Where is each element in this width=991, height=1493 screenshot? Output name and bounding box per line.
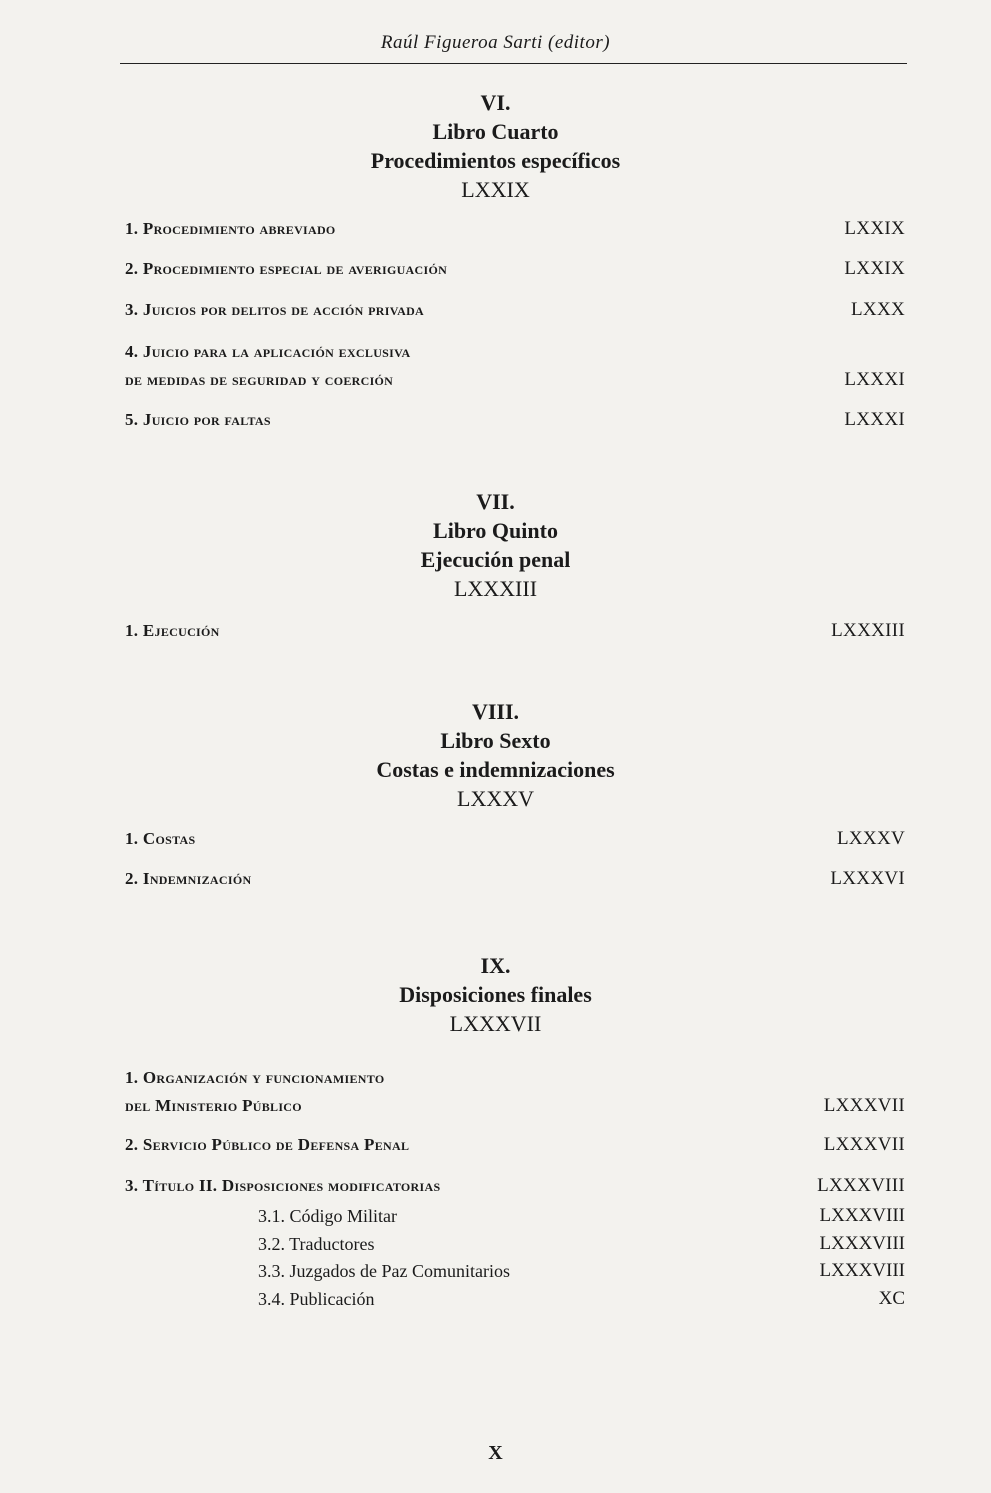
section-title: Disposiciones finales: [399, 982, 592, 1007]
running-header: Raúl Figueroa Sarti (editor): [380, 32, 611, 53]
section-page: LXXXIII: [453, 576, 538, 601]
section-page: LXXIX: [461, 177, 530, 202]
section-heading-viii: [0, 697, 991, 813]
toc-entry[interactable]: [125, 215, 905, 243]
toc-entry[interactable]: [125, 1172, 905, 1200]
toc-entry[interactable]: [125, 1064, 905, 1120]
entry-label: 2. Servicio Público de Defensa Penal: [125, 1135, 410, 1154]
section-number: VIII.: [471, 699, 520, 724]
entry-page: LXXIX: [844, 258, 905, 279]
book-title: Libro Cuarto: [432, 119, 559, 144]
toc-entry[interactable]: [125, 865, 905, 893]
entry-label: 1. Procedimiento abreviado: [125, 219, 336, 238]
page-number: X: [488, 1442, 503, 1464]
toc-entry[interactable]: [125, 1131, 905, 1159]
subentry-page: LXXXVIII: [819, 1233, 905, 1254]
subentry-label: 3.4. Publicación: [258, 1289, 375, 1309]
entry-label-line1: 1. Organización y funcionamiento: [125, 1068, 385, 1087]
section-title: Ejecución penal: [420, 547, 571, 572]
entry-page: LXXXVI: [830, 868, 905, 889]
entry-label: 5. Juicio por faltas: [125, 410, 271, 429]
entry-page: LXXXVII: [823, 1095, 905, 1116]
entry-label-line1: 4. Juicio para la aplicación exclusiva: [125, 342, 411, 361]
subentry-page: LXXXVIII: [819, 1205, 905, 1226]
section-number: VI.: [480, 90, 511, 115]
entry-page: LXXXIII: [831, 620, 905, 641]
section-title: Costas e indemnizaciones: [376, 757, 615, 782]
entry-label: 1. Ejecución: [125, 621, 220, 640]
section-number: VII.: [476, 489, 515, 514]
toc-subentry[interactable]: [258, 1258, 905, 1284]
toc-entry[interactable]: [125, 825, 905, 853]
toc-subentry[interactable]: [258, 1286, 905, 1312]
entry-page: LXXXI: [844, 369, 905, 390]
subentry-label: 3.3. Juzgados de Paz Comunitarios: [258, 1261, 510, 1281]
toc-subentry[interactable]: [258, 1231, 905, 1257]
entry-page: LXXXI: [844, 409, 905, 430]
subentry-page: LXXXVIII: [819, 1260, 905, 1281]
subentry-page: XC: [878, 1288, 905, 1309]
entry-page: LXXIX: [844, 218, 905, 239]
toc-entry[interactable]: [125, 406, 905, 434]
entry-label: de medidas de seguridad y coerción: [125, 370, 394, 389]
section-title: Procedimientos específicos: [370, 148, 621, 173]
toc-entry[interactable]: [125, 338, 905, 394]
section-heading-vi: [0, 88, 991, 204]
toc-entry[interactable]: [125, 296, 905, 324]
entry-page: LXXX: [851, 299, 905, 320]
subentry-label: 3.2. Traductores: [258, 1234, 375, 1254]
subentry-label: 3.1. Código Militar: [258, 1206, 397, 1226]
entry-page: LXXXV: [837, 828, 905, 849]
entry-label: 2. Procedimiento especial de averiguación: [125, 259, 448, 278]
entry-page: LXXXVIII: [817, 1175, 905, 1196]
entry-label: 3. Título II. Disposiciones modificatorias: [125, 1176, 441, 1195]
section-heading-vii: [0, 487, 991, 603]
entry-label: 2. Indemnización: [125, 869, 252, 888]
toc-entry[interactable]: [125, 255, 905, 283]
book-title: Libro Quinto: [433, 518, 558, 543]
section-page: LXXXV: [457, 786, 534, 811]
book-title: Libro Sexto: [440, 728, 551, 753]
toc-entry[interactable]: [125, 617, 905, 645]
section-heading-ix: [0, 951, 991, 1038]
entry-label: del Ministerio Público: [125, 1096, 302, 1115]
header-rule: [120, 63, 907, 64]
section-number: IX.: [480, 953, 511, 978]
section-page: LXXXVII: [449, 1011, 542, 1036]
entry-label: 3. Juicios por delitos de acción privada: [125, 300, 425, 319]
entry-label: 1. Costas: [125, 829, 196, 848]
entry-page: LXXXVII: [823, 1134, 905, 1155]
toc-subentry[interactable]: [258, 1203, 905, 1229]
